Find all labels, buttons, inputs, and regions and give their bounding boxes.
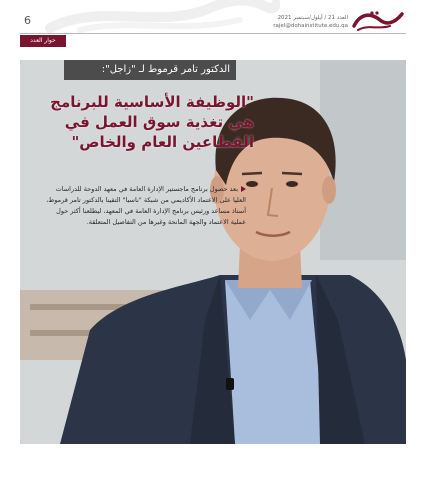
zajel-logo-icon: [350, 8, 406, 34]
article-kicker: الدكتور تامر قرموط لـ "زاجل":: [64, 60, 236, 80]
issue-info: [273, 14, 348, 30]
hero-photo-panel: [20, 60, 406, 444]
issue-email: rajel@dohainstitute.edu.qa: [273, 23, 348, 29]
triangle-bullet-icon: [241, 186, 246, 192]
article-headline: [40, 92, 254, 152]
headline-line: "الوظيفة الأساسية للبرنامج: [50, 93, 254, 111]
background-calligraphy: [40, 0, 280, 34]
page-number: 6: [24, 14, 31, 27]
headline-line: هي تغذية سوق العمل في: [64, 113, 254, 131]
article-intro-text: بعد حصول برنامج ماجستير الإدارة العامة في معهد الدوحة للدراسات العليا على الاعتماد الأكاديمي من شبكة "ناسبا" التقينا بالدكتور تامر قرموط، أستاذ مساعد ورئيس برنامج الإدارة العامة في المعهد، ليطلعنا أكثر حول عملية الاعتماد والجهة المانحة وغيرها من التفاصيل المتعلقة.: [46, 185, 246, 226]
section-tag: حوار العدد: [20, 35, 66, 47]
header-rule: [20, 33, 406, 34]
headline-line: القطاعين العام والخاص": [71, 133, 254, 151]
article-intro: [42, 184, 246, 228]
issue-date: العدد 21 / أيلول/سبتمبر 2021: [277, 15, 348, 21]
